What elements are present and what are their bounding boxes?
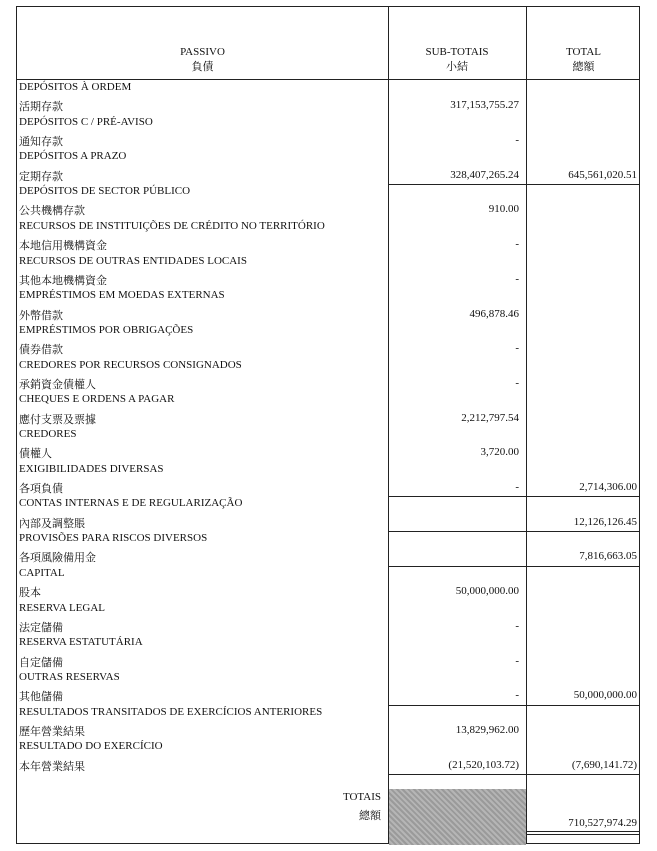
row-subtotal: 328,407,265.24 [450, 168, 519, 181]
row-label: DEPÓSITOS À ORDEM [19, 81, 132, 93]
row-subtotal: - [515, 238, 519, 251]
table-row [17, 375, 641, 392]
row-subtotal: 13,829,962.00 [455, 723, 519, 736]
table-row [17, 392, 641, 409]
row-label: DEPÓSITOS C / PRÉ-AVISO [19, 115, 153, 128]
row-subtotal: - [515, 272, 519, 285]
table-row [17, 635, 641, 652]
table-row [17, 548, 641, 565]
row-subtotal: - [515, 134, 519, 147]
row-label: RECURSOS DE OUTRAS ENTIDADES LOCAIS [19, 254, 247, 267]
table-row [17, 167, 641, 184]
header-total [526, 45, 641, 75]
row-label: 歷年營業結果 [19, 725, 85, 738]
row-label: 本年營業結果 [19, 760, 85, 773]
row-total: 12,126,126.45 [573, 515, 637, 528]
row-label: 其他儲備 [19, 691, 63, 704]
table-row [17, 288, 641, 305]
table-row [17, 97, 641, 114]
row-total: 2,714,306.00 [579, 481, 637, 494]
row-total: (7,690,141.72) [571, 758, 637, 771]
table-row [17, 323, 641, 340]
row-label: 本地信用機構資金 [19, 240, 107, 253]
row-label: 法定儲備 [19, 621, 63, 634]
table-row [17, 739, 641, 756]
row-total: 645,561,020.51 [568, 168, 637, 181]
row-subtotal: - [515, 376, 519, 389]
row-label: EMPRÉSTIMOS EM MOEDAS EXTERNAS [19, 289, 225, 302]
row-label: DEPÓSITOS DE SECTOR PÚBLICO [19, 185, 191, 198]
row-subtotal: - [515, 481, 519, 494]
table-row [17, 444, 641, 461]
row-label: RESERVA LEGAL [19, 601, 106, 614]
row-label: 活期存款 [19, 101, 63, 114]
row-subtotal: - [515, 689, 519, 702]
row-label: 定期存款 [19, 170, 63, 183]
row-label: 應付支票及票據 [19, 413, 96, 426]
table-row [17, 757, 641, 774]
grand-total-underline-1 [526, 831, 639, 832]
table-row [17, 722, 641, 739]
row-label: 內部及調整賬 [19, 517, 85, 530]
row-subtotal: - [515, 342, 519, 355]
grand-total-underline-2 [526, 834, 639, 835]
table-row [17, 306, 641, 323]
table-row [17, 340, 641, 357]
table-row [17, 115, 641, 132]
table-row [17, 149, 641, 166]
row-label: 其他本地機構資金 [19, 274, 107, 287]
row-label: OUTRAS RESERVAS [19, 670, 120, 683]
row-label: CREDORES POR RECURSOS CONSIGNADOS [19, 358, 242, 371]
row-subtotal: (21,520,103.72) [448, 758, 519, 771]
row-label: EMPRÉSTIMOS POR OBRIGAÇÕES [19, 323, 194, 336]
group-separator [388, 774, 639, 775]
table-row [17, 427, 641, 444]
table-row [17, 219, 641, 236]
grand-total-value: 710,527,974.29 [568, 817, 637, 829]
row-label: 承銷資金債權人 [19, 378, 96, 391]
table-row [17, 479, 641, 496]
totals-shaded-cell [389, 789, 526, 845]
row-total: 50,000,000.00 [573, 689, 637, 702]
row-label: 公共機構存款 [19, 205, 85, 218]
table-row [17, 531, 641, 548]
table-row [17, 566, 641, 583]
table-row [17, 358, 641, 375]
totals-label: TOTAIS [342, 791, 381, 803]
row-label: 股本 [19, 587, 41, 600]
table-row [17, 184, 641, 201]
row-label: RESULTADOS TRANSITADOS DE EXERCÍCIOS ANTERIORES [19, 705, 323, 718]
row-label: CAPITAL [19, 566, 65, 579]
row-subtotal: 50,000,000.00 [455, 585, 519, 598]
row-label: 通知存款 [19, 136, 63, 149]
table-row [17, 80, 641, 97]
row-subtotal: - [515, 619, 519, 632]
table-row [17, 132, 641, 149]
table-row [17, 618, 641, 635]
table-row [17, 687, 641, 704]
row-label: CHEQUES E ORDENS A PAGAR [19, 393, 175, 406]
table-row [17, 514, 641, 531]
row-label: RESULTADO DO EXERCÍCIO [19, 740, 163, 753]
row-subtotal: 2,212,797.54 [461, 411, 519, 424]
header-total-label: TOTAL [566, 46, 601, 58]
row-subtotal: 910.00 [488, 203, 519, 216]
table-row [17, 201, 641, 218]
row-label: CONTAS INTERNAS E DE REGULARIZAÇÃO [19, 497, 243, 510]
row-label: 各項負債 [19, 483, 63, 496]
row-label: EXIGIBILIDADES DIVERSAS [19, 462, 164, 475]
row-label: 債權人 [19, 448, 52, 461]
header-passivo-label: PASSIVO [180, 46, 225, 58]
header-subtotais [388, 45, 526, 75]
row-label: PROVISÕES PARA RISCOS DIVERSOS [19, 532, 208, 545]
header-total-label-zh: 總額 [572, 61, 595, 73]
row-label: 各項風險備用金 [19, 552, 96, 565]
table-row [17, 583, 641, 600]
table-row [17, 410, 641, 427]
table-row [17, 254, 641, 271]
row-subtotal: 3,720.00 [480, 446, 519, 459]
table-row [17, 236, 641, 253]
row-subtotal: - [515, 654, 519, 667]
row-subtotal: 496,878.46 [469, 307, 519, 320]
row-label: RESERVA ESTATUTÁRIA [19, 636, 143, 649]
table-row [17, 601, 641, 618]
row-label: RECURSOS DE INSTITUIÇÕES DE CRÉDITO NO TERRITÓRIO [19, 219, 325, 232]
header-passivo-label-zh: 負債 [191, 61, 214, 73]
row-label: 債券借款 [19, 344, 63, 357]
header-subtotais-label-zh: 小結 [446, 61, 468, 73]
table-row [17, 462, 641, 479]
totals-label-zh: 總額 [359, 810, 381, 822]
balance-sheet-table [16, 6, 640, 844]
row-label: 外幣借款 [19, 309, 63, 322]
row-label: CREDORES [19, 428, 77, 440]
table-row [17, 653, 641, 670]
table-row [17, 705, 641, 722]
header-subtotais-label: SUB-TOTAIS [425, 46, 489, 58]
table-row [17, 496, 641, 513]
row-total: 7,816,663.05 [579, 550, 637, 563]
row-label: 自定儲備 [19, 656, 63, 669]
row-label: DEPÓSITOS A PRAZO [19, 150, 127, 163]
table-row [17, 670, 641, 687]
header-passivo [17, 45, 388, 75]
table-row [17, 271, 641, 288]
row-subtotal: 317,153,755.27 [450, 99, 519, 112]
